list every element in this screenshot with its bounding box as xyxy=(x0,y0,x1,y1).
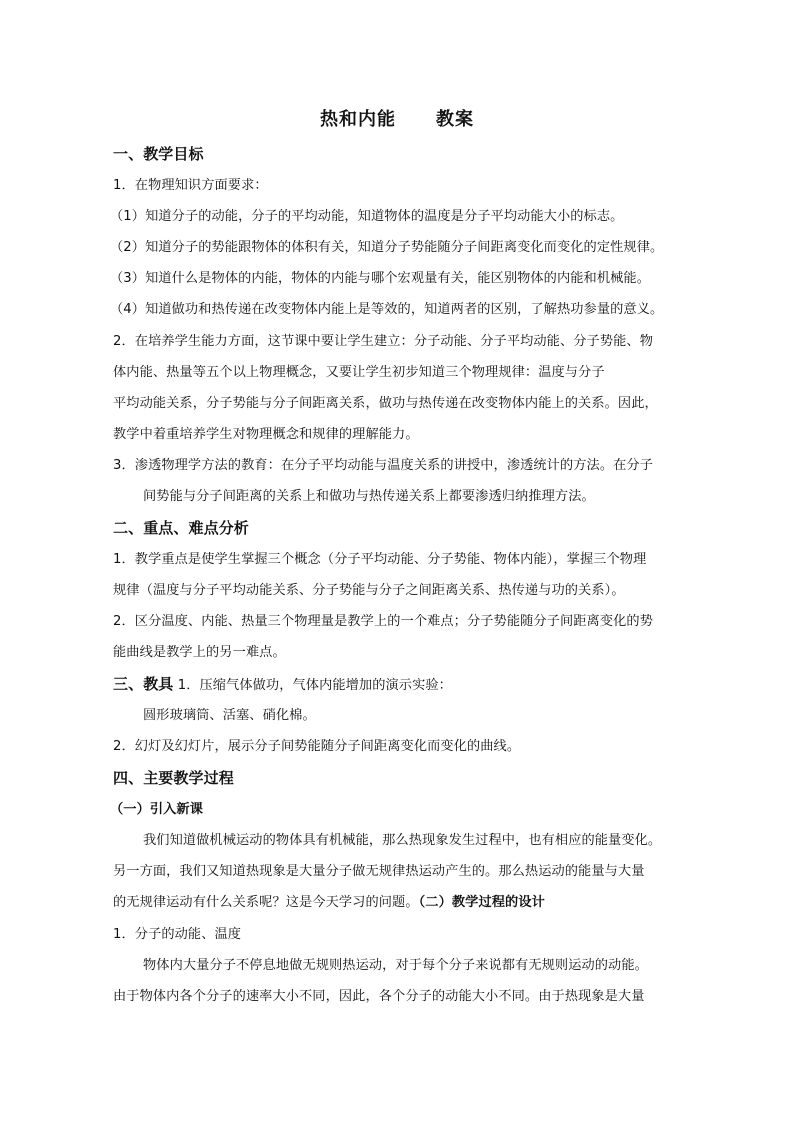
paragraph-line: 体内能、热量等五个以上物理概念，又要让学生初步知道三个物理规律：温度与分子 xyxy=(113,365,605,380)
paragraph-line: 2．在培养学生能力方面，这节课中要让学生建立：分子动能、分子平均动能、分子势能、物 xyxy=(113,334,653,349)
paragraph-line: 另一方面，我们又知道热现象是大量分子做无规律热运动产生的。那么热运动的能量与大量 xyxy=(113,864,645,879)
paragraph-line: 1．教学重点是使学生掌握三个概念（分子平均动能、分子势能、物体内能），掌握三个物理 xyxy=(113,552,647,567)
paragraph-line: （1）知道分子的动能，分子的平均动能，知道物体的温度是分子平均动能大小的标志。 xyxy=(110,209,624,224)
paragraph-line: （3）知道什么是物体的内能，物体的内能与哪个宏观量有关，能区别物体的内能和机械能。 xyxy=(110,271,650,286)
paragraph-line: 教学中着重培养学生对物理概念和规律的理解能力。 xyxy=(113,427,419,442)
paragraph-line-mixed xyxy=(113,894,683,912)
paragraph-line: 间势能与分子间距离的关系上和做功与热传递关系上都要渗透归纳推理方法。 xyxy=(143,489,595,504)
page-title xyxy=(0,105,794,131)
paragraph-line: （4）知道做功和热传递在改变物体内能上是等效的，知道两者的区别，了解热功参量的意义。 xyxy=(110,302,664,317)
paragraph-line: 物体内大量分子不停息地做无规则热运动，对于每个分子来说都有无规则运动的动能。 xyxy=(143,958,648,973)
title-main: 热和内能 xyxy=(320,109,396,130)
paragraph-line: 3．渗透物理学方法的教育：在分子平均动能与温度关系的讲授中，渗透统计的方法。在分子 xyxy=(113,458,653,473)
paragraph-line: （2）知道分子的势能跟物体的体积有关，知道分子势能随分子间距离变化而变化的定性规律。 xyxy=(110,240,664,255)
paragraph-line: 2．区分温度、内能、热量三个物理量是教学上的一个难点；分子势能随分子间距离变化的势 xyxy=(113,614,653,629)
paragraph-line: 1．分子的动能、温度 xyxy=(113,927,242,942)
paragraph-line: 1．在物理知识方面要求： xyxy=(113,178,268,193)
paragraph-line: 圆形玻璃筒、活塞、硝化棉。 xyxy=(143,708,316,723)
section-heading-key-points: 二、重点、难点分析 xyxy=(113,519,249,537)
teaching-aids-line xyxy=(113,675,683,695)
paragraph-line: 规律（温度与分子平均动能关系、分子势能与分子之间距离关系、热传递与功的关系）。 xyxy=(113,583,625,598)
section-heading-teaching-aids: 三、教具 xyxy=(113,675,174,693)
section-heading-objectives: 一、教学目标 xyxy=(113,145,204,163)
paragraph-line: 1．压缩气体做功，气体内能增加的演示实验： xyxy=(177,678,452,693)
paragraph-text: 的无规律运动有什么关系呢？这是今天学习的问题。 xyxy=(113,895,419,910)
paragraph-line: 我们知道做机械运动的物体具有机械能，那么热现象发生过程中，也有相应的能量变化。 xyxy=(143,833,662,848)
title-sub: 教案 xyxy=(436,109,474,130)
subheading-design: （二）教学过程的设计 xyxy=(418,895,545,910)
paragraph-line: 由于物体内各个分子的速率大小不同，因此，各个分子的动能大小不同。由于热现象是大量 xyxy=(113,989,645,1004)
paragraph-line: 平均动能关系，分子势能与分子间距离关系，做功与热传递在改变物体内能上的关系。因此， xyxy=(113,396,658,411)
subheading-intro: （一）引入新课 xyxy=(110,802,204,817)
paragraph-line: 2．幻灯及幻灯片，展示分子间势能随分子间距离变化而变化的曲线。 xyxy=(113,739,521,754)
paragraph-line: 能曲线是教学上的另一难点。 xyxy=(113,645,286,660)
section-heading-process: 四、主要教学过程 xyxy=(113,769,234,787)
